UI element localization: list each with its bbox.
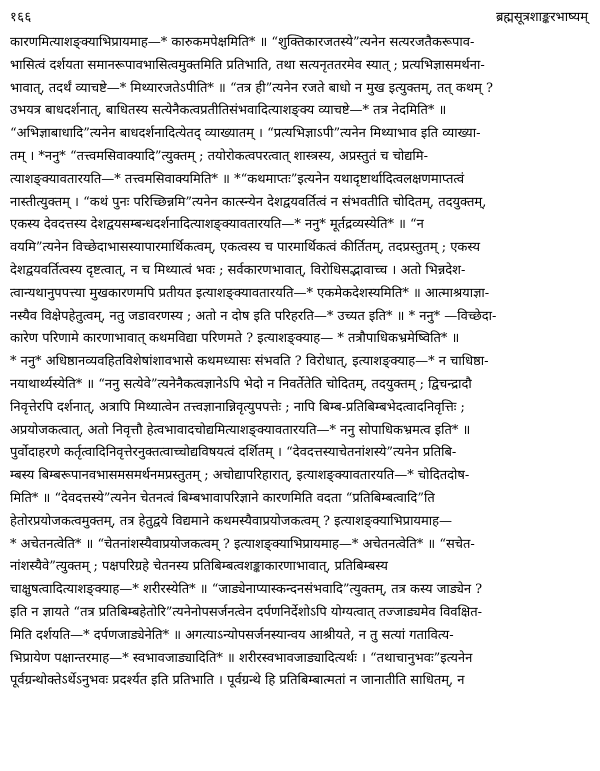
text-line: नांशस्यैवे”त्युक्तम् ; पक्षपरिग्रहे चेतनस्य प्रतिबिम्बत्वशङ्काकारणाभावात्, प्रतिबिम्बस्य [10, 559, 388, 575]
text-line [10, 716, 588, 739]
text-line: भिप्रायेण पक्षान्तरमाह—* स्वभावजाड्यादिति* ॥ शरीरस्वभावजाड्यादित्यर्थः । “तथाचानुभवः”इत्यनेन [10, 650, 473, 666]
text-line: नास्तीत्युक्तम् । “कथं पुनः परिच्छिन्नमि”त्यनेन कात्स्न्येन देशद्वयवर्तित्वं न संभवतीति चोदितम्, तदयुक्तम्, [10, 194, 487, 210]
text-line: मिति* ॥ “देवदत्तस्ये”त्यनेन चेतनत्वं बिम्बभावापरिज्ञाने कारणमिति वदता “प्रतिबिम्बत्वादि”ति [10, 490, 435, 506]
text-line: “अभिज्ञाबाधादि”त्यनेन बाधदर्शनादित्येतद् व्याख्यातम् । “प्रत्यभिज्ञाऽपी”त्यनेन मिथ्याभाव इति व्याख्या- [10, 126, 481, 142]
text-line: त्वान्यथानुपपत्त्या मुखकारणमपि प्रतीयत इत्याशङ्क्यावतारयति—* एकमेकदेशस्यमिति* ॥ आत्माश्रयाज्ञा- [10, 285, 490, 301]
text-line: भासित्वं दर्शयता समानरूपावभासित्वमुक्तमिति प्रतिभाति, तथा सत्यनृततरमेव स्यात् ; प्रत्यभिज्ञासमर्थना- [10, 57, 485, 73]
text-line [10, 693, 588, 716]
text-line: एकस्य देवदत्तस्य देशद्वयसम्बन्धदर्शनादित्याशङ्क्यावतारयति—* ननु* मूर्तद्रव्यस्येति* ॥ “न [10, 217, 424, 233]
text-line: देशद्वयवर्तित्वस्य दृष्टत्वात्, न च मिथ्यात्वं भवः ; सर्वकारणभावात्, विरोधिसद्भावाच्च । अतो भिन्नदेश- [10, 262, 466, 278]
text-line: इति न ज्ञायते “तत्र प्रतिबिम्बहेतोरि”त्यनेनोपसर्जनत्वेन दर्पणनिर्देशोऽपि योग्यत्वात् तज्जाड्यमेव विवक्षित- [10, 604, 483, 620]
running-head: ब्रह्मसूत्रशाङ्करभाष्यम् [496, 10, 588, 25]
text-line: उभयत्र बाधदर्शनात्, बाधितस्य सत्येनैकत्वप्रतीतिसंभवादित्याशङ्क्य व्याचष्टे—* तत्र नेदमिति* ॥ [10, 103, 447, 119]
page-number: १६६ [10, 10, 32, 25]
text-line: म्बस्य बिम्बरूपानवभासमसमर्थनमप्रस्तुतम् ; अचोद्यापरिहारात्, इत्याशङ्क्यावतारयति—* चोदितदोष- [10, 468, 470, 484]
text-line: मिति दर्शयति—* दर्पणजाड्येनेति* ॥ अगत्याऽन्योपसर्जनस्यान्वय आश्रीयते, न तु सत्यां गतावित्य- [10, 627, 454, 643]
text-line: नस्यैव विक्षेपहेतुत्वम्, नतु जडावरणस्य ; अतो न दोष इति परिहरति—* उच्यत इति* ॥ * ननु* —विच्छेदा- [10, 308, 497, 324]
text-line: हेतोरप्रयोजकत्वमुक्तम्, तत्र हेतुद्वये विद्यमाने कथमस्यैवाप्रयोजकत्वम् ? इत्याशङ्क्याभिप्रायमाह— [10, 513, 453, 529]
text-line: त्याशङ्क्यावतारयति—* तत्त्वमसिवाक्यमिति* ॥ *“कथमाप्तः”इत्यनेन यथादृष्टार्थादित्वलक्षणमाप्तत्वं [10, 171, 465, 187]
text-line: तम् । *ननु* “तत्त्वमसिवाक्यादि”त्युक्तम् ; तयोरोकत्वपरत्वात् शास्त्रस्य, अप्रस्तुतं च चोद्यमि- [10, 148, 428, 164]
text-line: * ननु* अधिष्ठानव्यवहितविशेषांशावभासे कथमध्यासः संभवति ? विरोधात्, इत्याशङ्क्याह—* न चाधिष्ठा- [10, 354, 489, 370]
text-line: भावात्, तदर्थं व्याचष्टे—* मिथ्यारजतेऽपीति* ॥ “तत्र ही”त्यनेन रजते बाधो न मुख इत्युक्तम्, तत् कथम् ? [10, 80, 494, 96]
text-line: पूर्वग्रन्थोक्तेऽर्थेऽनुभवः प्रदर्श्यत इति प्रतिभाति । पूर्वग्रन्थे हि प्रतिबिम्बात्मतां न जानातीति साधितम्, न [10, 673, 465, 689]
text-line: कारेण परिणामे कारणाभावात् कथमविद्या परिणमते ? इत्याशङ्क्याह— * तत्रौपाधिकभ्रमेष्विति* ॥ [10, 331, 460, 347]
text-line: निवृत्तेरपि दर्शनात्, अत्रापि मिथ्यात्वेन तत्त्वज्ञानान्निवृत्युपपत्तेः ; नापि बिम्ब-प्रतिबिम्बभेदत्वादनिवृत्तिः ; [10, 399, 465, 415]
text-line: पुर्वोदाहरणे कर्तृत्वादिनिवृत्तेरनुक्तत्वाच्चोद्यविषयत्वं दर्शितम् । “देवदत्तस्याचेतनांशस्ये”त्यनेन प्रतिबि- [10, 445, 457, 461]
text-line: अप्रयोजकत्वात्, अतो निवृत्तौ हेत्वभावादचोद्यमित्याशङ्क्यावतारयति—* ननु सोपाधिकभ्रमत्व इति* ॥ [10, 422, 471, 438]
text-line: * अचेतनत्वेति* ॥ “चेतनांशस्यैवाप्रयोजकत्वम् ? इत्याशङ्क्याभिप्रायमाह—* अचेतनत्वेति* ॥ “सचेत- [10, 536, 475, 552]
commentary-text [10, 32, 588, 739]
page-header [10, 8, 588, 28]
text-line: चाक्षुषत्वादित्याशङ्क्याह—* शरीरस्येति* ॥ “जाड्येनाप्यास्कन्दनसंभवादि”त्युक्तम्, तत्र कस्य जाड्येन ? [10, 582, 483, 598]
text-line: कारणमित्याशङ्क्याभिप्रायमाह—* कारुकमपेक्षमिति* ॥ “शुक्तिकारजतस्ये”त्यनेन सत्यरजतैकरूपाव- [10, 35, 475, 50]
text-line: नयाथार्थ्यस्येति* ॥ “ननु सत्येवे”त्यनेनैकत्वज्ञानेऽपि भेदो न निवर्तेतेति चोदितम्, तदयुक्तम् ; द्विचन्द्रादौ [10, 376, 472, 392]
text-line: वयमि”त्यनेन विच्छेदाभासस्यापारमार्थिकत्वम्, एकत्वस्य च पारमार्थिकत्वं कीर्तितम्, तदप्रस्तुतम् ; एकस्य [10, 240, 481, 256]
